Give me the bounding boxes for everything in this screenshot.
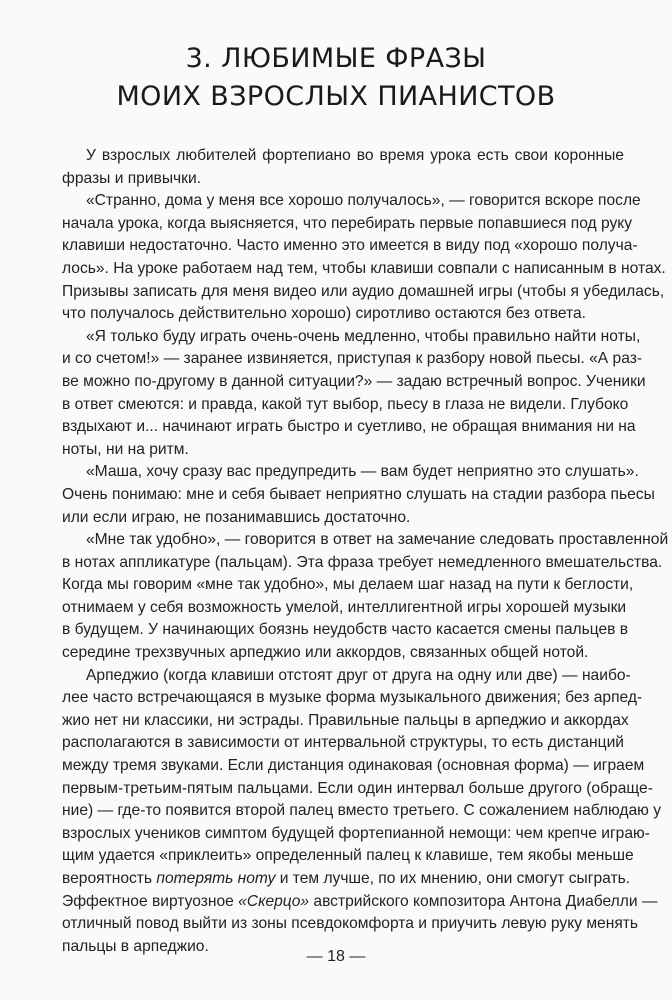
text-line: что получалось действительно хорошо) сиротливо остаются без ответа. — [62, 305, 586, 323]
page-number: — 18 — — [306, 948, 366, 965]
text-line: между тремя звуками. Если дистанция одинаковая (основная форма) — играем — [62, 757, 645, 775]
text-line: вздыхают и... начинают играть быстро и суетливо, не обращая внимания ни на — [62, 418, 636, 436]
text-line: Арпеджио (когда клавиши отстоят друг от друга на одну или две) — наибо- — [86, 666, 631, 684]
italic-phrase: потерять ноту — [156, 870, 276, 887]
paragraph — [62, 326, 646, 462]
text-line: начала урока, когда выясняется, что перебирать первые попавшиеся под руку — [62, 214, 633, 232]
text-line: или если играю, не позанимавшись достаточно. — [62, 508, 411, 526]
text-line: «Маша, хочу сразу вас предупредить — вам будет неприятно это слушать». — [86, 463, 639, 481]
italic-phrase: «Скерцо» — [238, 892, 310, 910]
paragraph — [62, 665, 661, 959]
paragraph — [62, 529, 669, 665]
chapter-title-line-1: 3. ЛЮБИМЫЕ ФРАЗЫ — [185, 43, 487, 74]
text-line: лее часто встречающаяся в музыке форма музыкального движения; без арпед- — [62, 689, 643, 707]
text-line: ноты, ни на ритм. — [62, 440, 189, 458]
text-line: в нотах аппликатуре (пальцам). Эта фраза требует немедленного вмешательства. — [62, 553, 663, 571]
text-line: взрослых учеников симптом будущей фортепианной немощи: чем крепче играю- — [62, 824, 650, 842]
text-line: и со счетом!» — заранее извиняется, приступая к разбору новой пьесы. «А раз- — [62, 350, 643, 368]
text-line: в будущем. У начинающих боязнь неудобств часто касается смены пальцев в — [62, 621, 629, 639]
text-line: ние) — где-то появится второй палец вместо третьего. С сожалением наблюдаю у — [62, 802, 661, 820]
text-line: Призывы записать для меня видео или аудио домашней игры (чтобы я убедилась, — [62, 282, 665, 300]
text-line: «Мне так удобно», — говорится в ответ на замечание следовать проставленной — [86, 531, 669, 549]
text-line: «Странно, дома у меня все хорошо получалось», — говорится вскоре после — [86, 192, 641, 210]
body-text — [62, 145, 669, 958]
text-line: располагаются в зависимости от интервальной структуры, то есть дистанций — [62, 734, 624, 752]
text-line: середине трехзвучных арпеджио или аккордов, связанных общей нотой. — [62, 644, 589, 662]
text-line: клавиши недостаточно. Часто именно это имеется в виду под «хорошо получа- — [62, 237, 638, 255]
text-line: «Я только буду играть очень-очень медленно, чтобы правильно найти ноты, — [86, 327, 641, 345]
text-line: щим удается «приклеить» определенный палец к клавише, тем якобы меньше — [62, 847, 634, 865]
text-line: Очень понимаю: мне и себя бывает неприятно слушать на стадии разбора пьесы — [62, 485, 655, 503]
paragraph — [62, 461, 655, 529]
text-line: лось». На уроке работаем над тем, чтобы клавиши совпали с написанным в нотах. — [62, 259, 666, 277]
text-line: вероятность потерять ноту и тем лучше, по их мнению, они смогут сыграть. — [62, 870, 631, 887]
paragraph — [62, 190, 666, 326]
text-line: ве можно по-другому в данной ситуации?» — задаю встречный вопрос. Ученики — [62, 372, 646, 390]
text-line: в ответ смеются: и правда, какой тут выбор, пьесу в глаза не видели. Глубоко — [62, 395, 629, 413]
paragraph — [62, 145, 624, 190]
text-line: отнимаем у себя возможность умелой, интеллигентной игры хорошей музыки — [62, 598, 627, 616]
chapter-title — [0, 40, 672, 116]
text-line: Эффектное виртуозное «Скерцо» австрийского композитора Антона Диабелли — — [62, 892, 658, 910]
text-line: фразы и привычки. — [62, 169, 202, 187]
text-line: первым-третьим-пятым пальцами. Если один интервал больше другого (обраще- — [62, 779, 653, 797]
text-line: Когда мы говорим «мне так удобно», мы делаем шаг назад на пути к беглости, — [62, 576, 634, 594]
text-line: жио нет ни классики, ни эстрады. Правильные пальцы в арпеджио и аккордах — [62, 711, 629, 729]
text-line: отличный повод выйти из зоны псевдокомфорта и приучить левую руку менять — [62, 915, 639, 933]
text-line: пальцы в арпеджио. — [62, 937, 209, 955]
chapter-title-line-2: МОИХ ВЗРОСЛЫХ ПИАНИСТОВ — [116, 81, 556, 112]
text-line: У взрослых любителей фортепиано во время урока есть свои коронные — [86, 147, 624, 164]
